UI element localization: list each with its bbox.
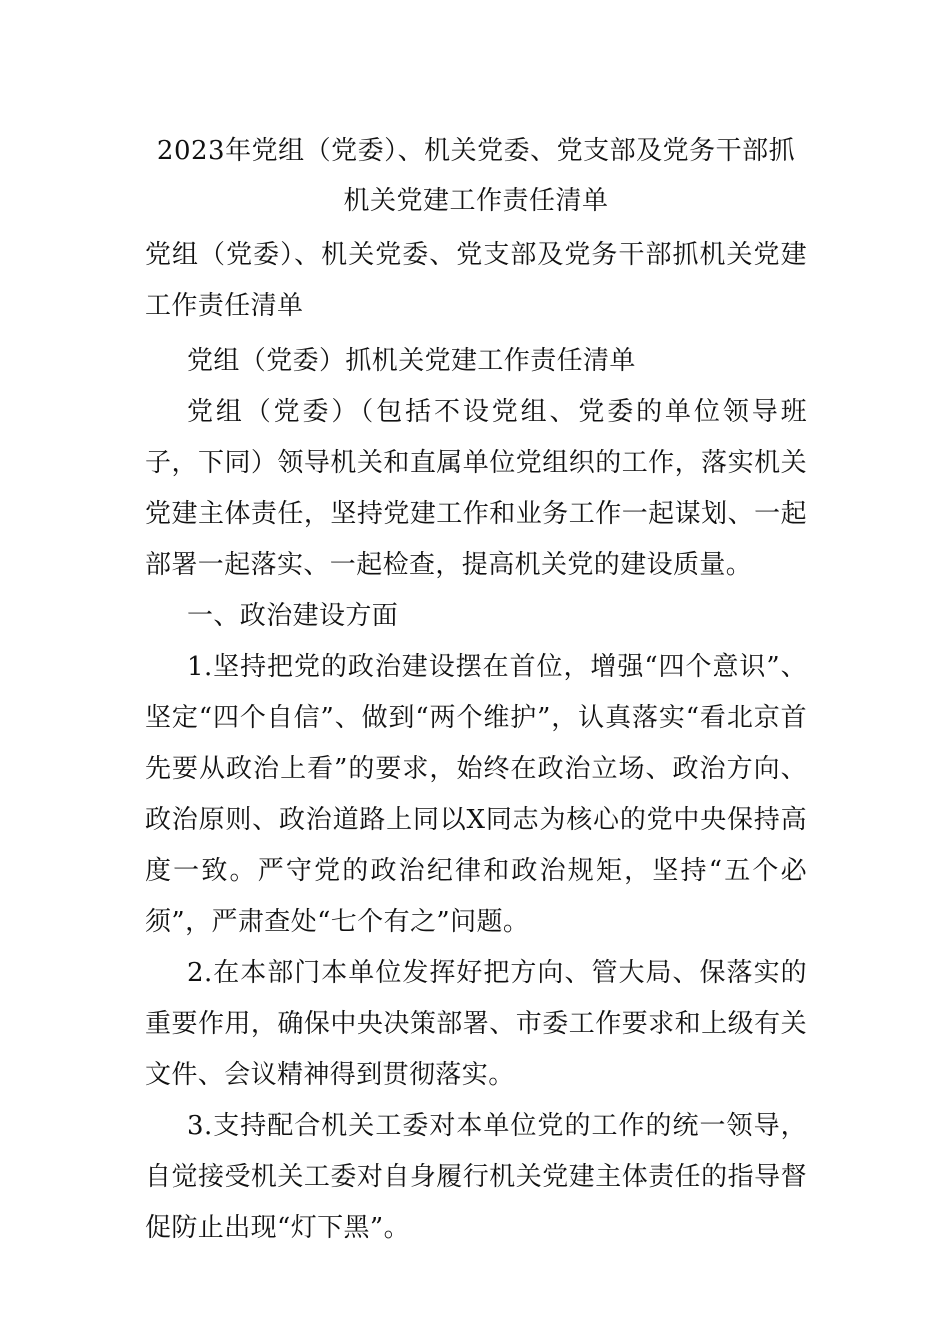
section-heading: 党组（党委）抓机关党建工作责任清单: [187, 346, 636, 376]
list-item-2: 2.在本部门本单位发挥好把方向、管大局、保落实的重要作用，确保中央决策部署、市委工作要求和上级有关文件、会议精神得到贯彻落实。: [145, 958, 807, 1090]
part-heading: 一、政治建设方面: [187, 601, 399, 631]
document-title: 2023年党组（党委）、机关党委、党支部及党务干部抓机关党建工作责任清单: [156, 136, 796, 216]
list-item-3: 3.支持配合机关工委对本单位党的工作的统一领导，自觉接受机关工委对自身履行机关党建主体责任的指导督促防止出现“灯下黑”。: [145, 1111, 807, 1243]
document-subtitle: 党组（党委）、机关党委、党支部及党务干部抓机关党建工作责任清单: [145, 240, 807, 321]
intro-paragraph: 党组（党委）（包括不设党组、党委的单位领导班子，下同）领导机关和直属单位党组织的工作，落实机关党建主体责任，坚持党建工作和业务工作一起谋划、一起部署一起落实、一起检查，提高机关党的建设质量。: [145, 397, 807, 580]
list-item-1: 1.坚持把党的政治建设摆在首位，增强“四个意识”、坚定“四个自信”、做到“两个维护”，认真落实“看北京首先要从政治上看”的要求，始终在政治立场、政治方向、政治原则、政治道路上同以X同志为核心的党中央保持高度一致。严守党的政治纪律和政治规矩，坚持“五个必须”，严肃查处“七个有之”问题。: [145, 652, 807, 937]
document-body: [145, 126, 807, 1254]
